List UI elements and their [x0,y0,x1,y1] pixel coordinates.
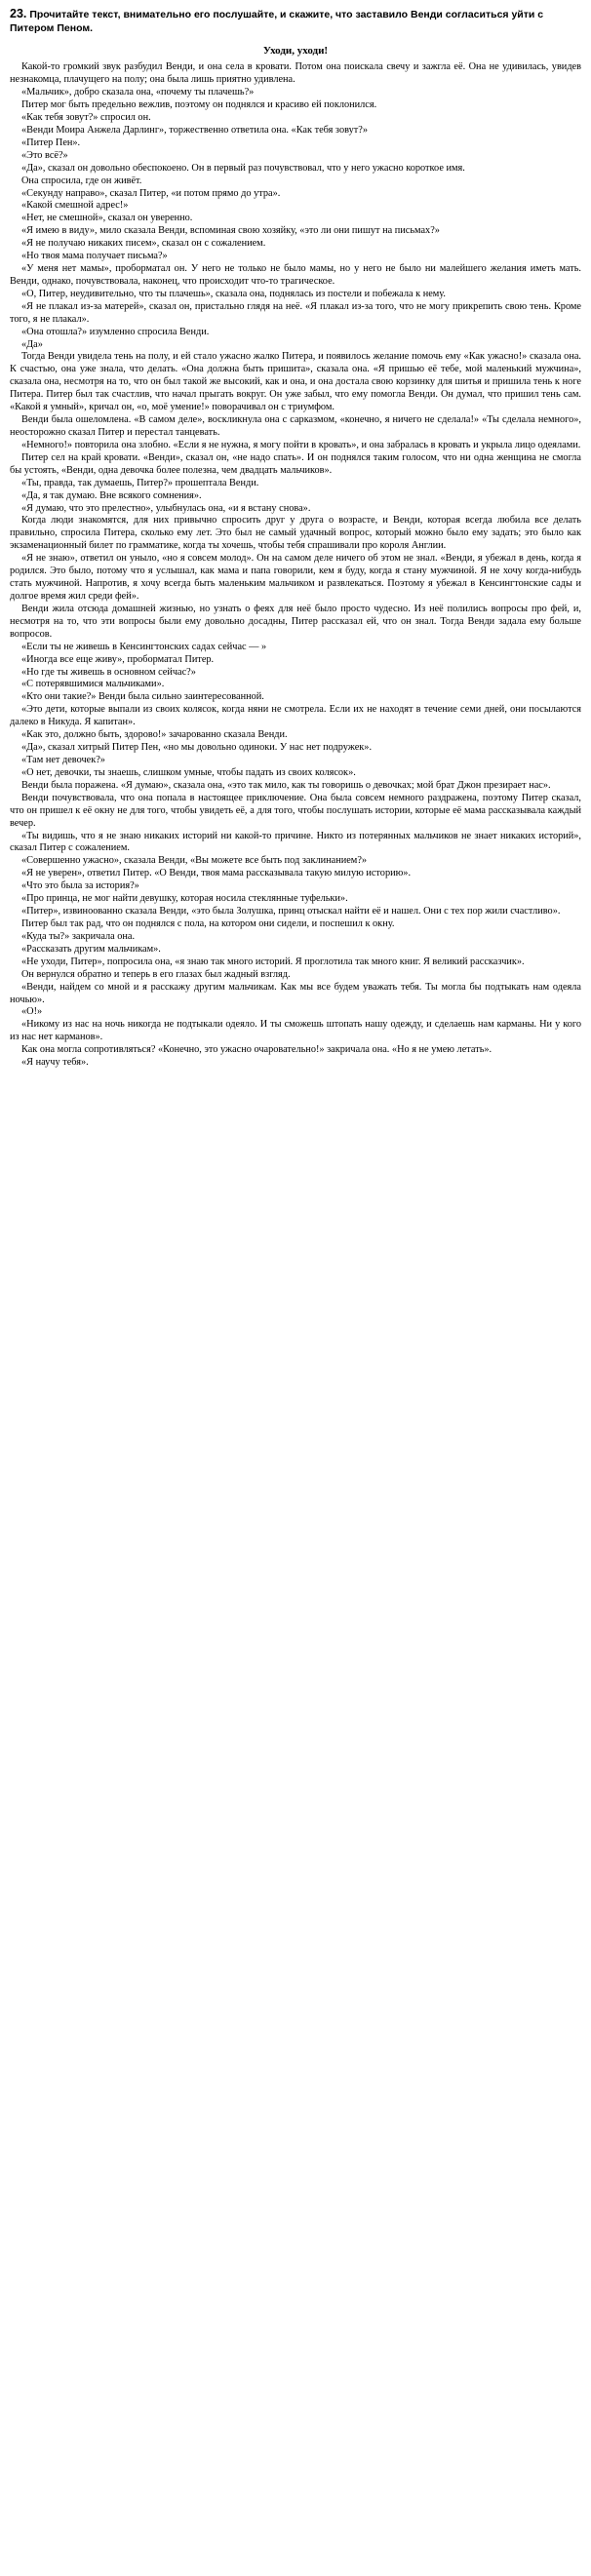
story-paragraph: Венди была ошеломлена. «В самом деле», воскликнула она с сарказмом, «конечно, я ничего не сделала!» «Ты сделала немного», неосторожно сказал Питер и перестал танцевать. [10,414,581,439]
story-paragraph: Какой-то громкий звук разбудил Венди, и она села в кровати. Потом она поискала свечу и зажгла её. Она не удивилась, увидев незнакомца, плачущего на полу; она была лишь приятно удивлена. [10,61,581,86]
story-paragraph: «О!» [21,1006,43,1018]
story-paragraph: Тогда Венди увидела тень на полу, и ей стало ужасно жалко Питера, и появилось желание помочь ему «Как ужасно!» сказала она. К счастью, она уже знала, что делать. «Она должна быть пришита», сказала она. «Я пришью её тебе, мой маленький мужчина», сказала она, несмотря на то, что он был такой же высокий, как и она, и она достала свою корзинку для шитья и пришила тень к ноге Питера. Питер был так счастлив, что начал прыгать вокруг. Он уже забыл, что ему помогла Венди. Он думал, что пришил тень сам. «Какой я умный», кричал он, «о, моё умение!» поворачивал он с триумфом. [10,351,581,413]
task-number: 23. [10,7,27,20]
task-instruction-text: Прочитайте текст, внимательно его послушайте, и скажите, что заставило Венди согласиться уйти с Питером Пеном. [10,9,544,34]
story-paragraph: «Кто они такие?» Венди была сильно заинтересованной. [21,691,264,703]
story-paragraph: Он вернулся обратно и теперь в его глазах был жадный взгляд. [21,968,291,980]
story-paragraph: «Иногда все еще живу», проборматал Питер. [21,653,215,665]
story-paragraph: «Да», сказал он довольно обеспокоено. Он в первый раз почувствовал, что у него ужасно короткое имя. [21,162,465,174]
story-paragraph: «Но где ты живешь в основном сейчас?» [21,666,196,678]
task-instruction [10,6,581,35]
story-paragraph: «Как это, должно быть, здорово!» зачарованно сказала Венди. [21,729,288,741]
story-paragraph: «Я имею в виду», мило сказала Венди, вспоминая свою хозяйку, «это ли они пишут на письмах?» [21,225,440,237]
story-paragraph: «Я думаю, что это прелестно», улыбнулась она, «и я встану снова». [21,502,311,514]
story-paragraph: «О нет, девочки, ты знаешь, слишком умные, чтобы падать из своих колясок». [21,766,356,778]
story-paragraph: «Там нет девочек?» [21,754,105,765]
story-paragraph: «Немного!» повторила она злобно. «Если я не нужна, я могу пойти в кровать», и она забралась в кровать и укрыла лицо одеялами. [21,439,581,450]
story-paragraph: Она спросила, где он живёт. [21,175,142,186]
story-paragraph: Венди была поражена. «Я думаю», сказала она, «это так мило, как ты говоришь о девочках; мой брат Джон презирает нас». [21,779,551,791]
story-paragraph: «Это всё?» [21,149,68,161]
story-paragraph: «Питер Пен». [21,137,81,148]
story-paragraph: «Да» [21,338,43,350]
story-paragraph: «Я не получаю никаких писем», сказал он с сожалением. [21,238,266,250]
story-paragraph: «Ты видишь, что я не знаю никаких историй ни какой-то причине. Никто из потерянных мальчиков не знает никаких историй», сказал Питер с сожалением. [10,830,581,854]
story-paragraph: «Венди, найдем со мной и я расскажу другим мальчикам. Как мы все будем уважать тебя. Ты могла бы подтыкать нам одеяла ночью». [10,981,581,1005]
story-paragraph: Питер мог быть предельно вежлив, поэтому он поднялся и красиво ей поклонился. [21,99,377,111]
story-paragraph: «Да», сказал хитрый Питер Пен, «но мы довольно одиноки. У нас нет подружек». [21,742,373,754]
story-paragraph: «У меня нет мамы», проборматал он. У него не только не было мамы, но у него не было ни малейшего желания иметь мать. Венди, однако, почувствовала, наконец, что происходит что-то трагическое. [10,263,581,287]
story-paragraph: Как она могла сопротивляться? «Конечно, это ужасно очаровательно!» закричала она. «Но я не умею летать». [21,1044,492,1056]
story-paragraph: «Я не плакал из-за матерей», сказал он, пристально глядя на неё. «Я плакал из-за того, что не могу прикрепить свою тень. Кроме того, я не плакал». [10,300,581,325]
story-paragraph: «Она отошла?» изумленно спросила Венди. [21,326,210,337]
story-paragraph: «О, Питер, неудивительно, что ты плачешь», сказала она, поднялась из постели и побежала к нему. [21,288,446,299]
story-paragraph: «Про принца, не мог найти девушку, которая носила стеклянные туфельки». [21,893,348,905]
story-paragraph: «С потерявшимися мальчиками». [21,679,165,690]
story-paragraph: Питер сел на край кровати. «Венди», сказал он, «не надо спать». И он поднялся таким голосом, что ни одна женщина не смогла бы устоять, «Венди, одна девочка более полезна, чем двадцать мальчиков». [10,451,581,476]
document-page [0,0,591,1079]
story-paragraph: «Я не уверен», ответил Питер. «О Венди, твоя мама рассказывала такую милую историю». [21,868,412,879]
story-paragraph: «Да, я так думаю. Вне всякого сомнения». [21,489,202,501]
story-paragraph: «Но твоя мама получает письма?» [21,251,168,262]
story-paragraph: «Как тебя зовут?» спросил он. [21,111,151,123]
story-paragraph: «Мальчик», добро сказала она, «почему ты плачешь?» [21,87,255,98]
story-paragraph: Венди жила отсюда домашней жизнью, но узнать о феях для неё было просто чудесно. Из неё полились вопросы про фей, и, несмотря на то, что эти вопросы были ему довольно досадны, Питер рассказал ей, что он знал. Тогда Венди задала ему больше вопросов. [10,603,581,640]
story-paragraph: Венди почувствовала, что она попала в настоящее приключение. Она была совсем немного раздражена, поэтому Питер сказал, что он пришел к её окну не для того, чтобы увидеть её, а для того, чтобы послушать истории, которые её мама рассказывала каждый вечер. [10,792,581,829]
story-paragraph: «Питер», извиноованно сказала Венди, «это была Золушка, принц отыскал найти её и нашел. Они с тех пор жили счастливо». [21,906,561,917]
story-paragraph: «Что это была за история?» [21,880,139,892]
story-paragraph: «Никому из нас на ночь никогда не подтыкали одеяло. И ты сможешь штопать нашу одежду, и сделаешь нам карманы. Ни у кого из нас нет карманов». [10,1019,581,1043]
story-paragraph: «Ты, правда, так думаешь, Питер?» прошептала Венди. [21,477,259,488]
story-body [10,61,581,1070]
story-paragraph: «Рассказать другим мальчикам». [21,943,161,955]
story-paragraph: «Какой смешной адрес!» [21,200,129,212]
page-title: Уходи, уходи! [262,45,329,58]
story-paragraph: «Если ты не живешь в Кенсингтонских садах сейчас — » [21,641,267,652]
story-paragraph: «Совершенно ужасно», сказала Венди, «Вы можете все быть под заклинанием?» [21,855,368,867]
story-paragraph: «Секунду направо», сказал Питер, «и потом прямо до утра». [21,187,281,199]
story-paragraph: «Я научу тебя». [21,1057,89,1069]
story-paragraph: «Я не знаю», ответил он уныло, «но я совсем молод». Он на самом деле ничего об этом не знал. «Венди, я убежал в день, когда я родился. Это было, потому что я услышал, как мама и папа говорили, кем я буду, когда я стану мужчиной. Я не хочу когда-нибудь стать мужчиной. Напротив, я хочу всегда быть маленьким мальчиком и развлекаться. Поэтому я убежал в Кенсингтонские сады и долгое время жил среди фей». [10,553,581,602]
story-paragraph: «Нет, не смешной», сказал он уверенно. [21,213,193,224]
story-paragraph: Когда люди знакомятся, для них привычно спросить друг у друга о возрасте, и Венди, которая всегда любила все делать правильно, спросила Питера, сколько ему лет. Это был не самый удачный вопрос, который можно было ему задать; это было как экзаменационный билет по грамматике, когда ты хочешь, чтобы тебя спрашивали про короля Англии. [10,515,581,552]
story-paragraph: «Куда ты?» закричала она. [21,930,136,942]
story-paragraph: Питер был так рад, что он поднялся с пола, на котором они сидели, и поспешил к окну. [21,917,395,929]
story-paragraph: «Венди Моира Анжела Дарлинг», торжественно ответила она. «Как тебя зовут?» [21,124,368,136]
story-paragraph: «Это дети, которые выпали из своих колясок, когда няни не смотрела. Если их не находят в течение семи дней, они посылаются далеко в Никуда. Я капитан». [10,704,581,728]
story-paragraph: «Не уходи, Питер», попросила она, «я знаю так много историй. Я проглотила так много книг. Я великий рассказчик». [21,956,525,967]
